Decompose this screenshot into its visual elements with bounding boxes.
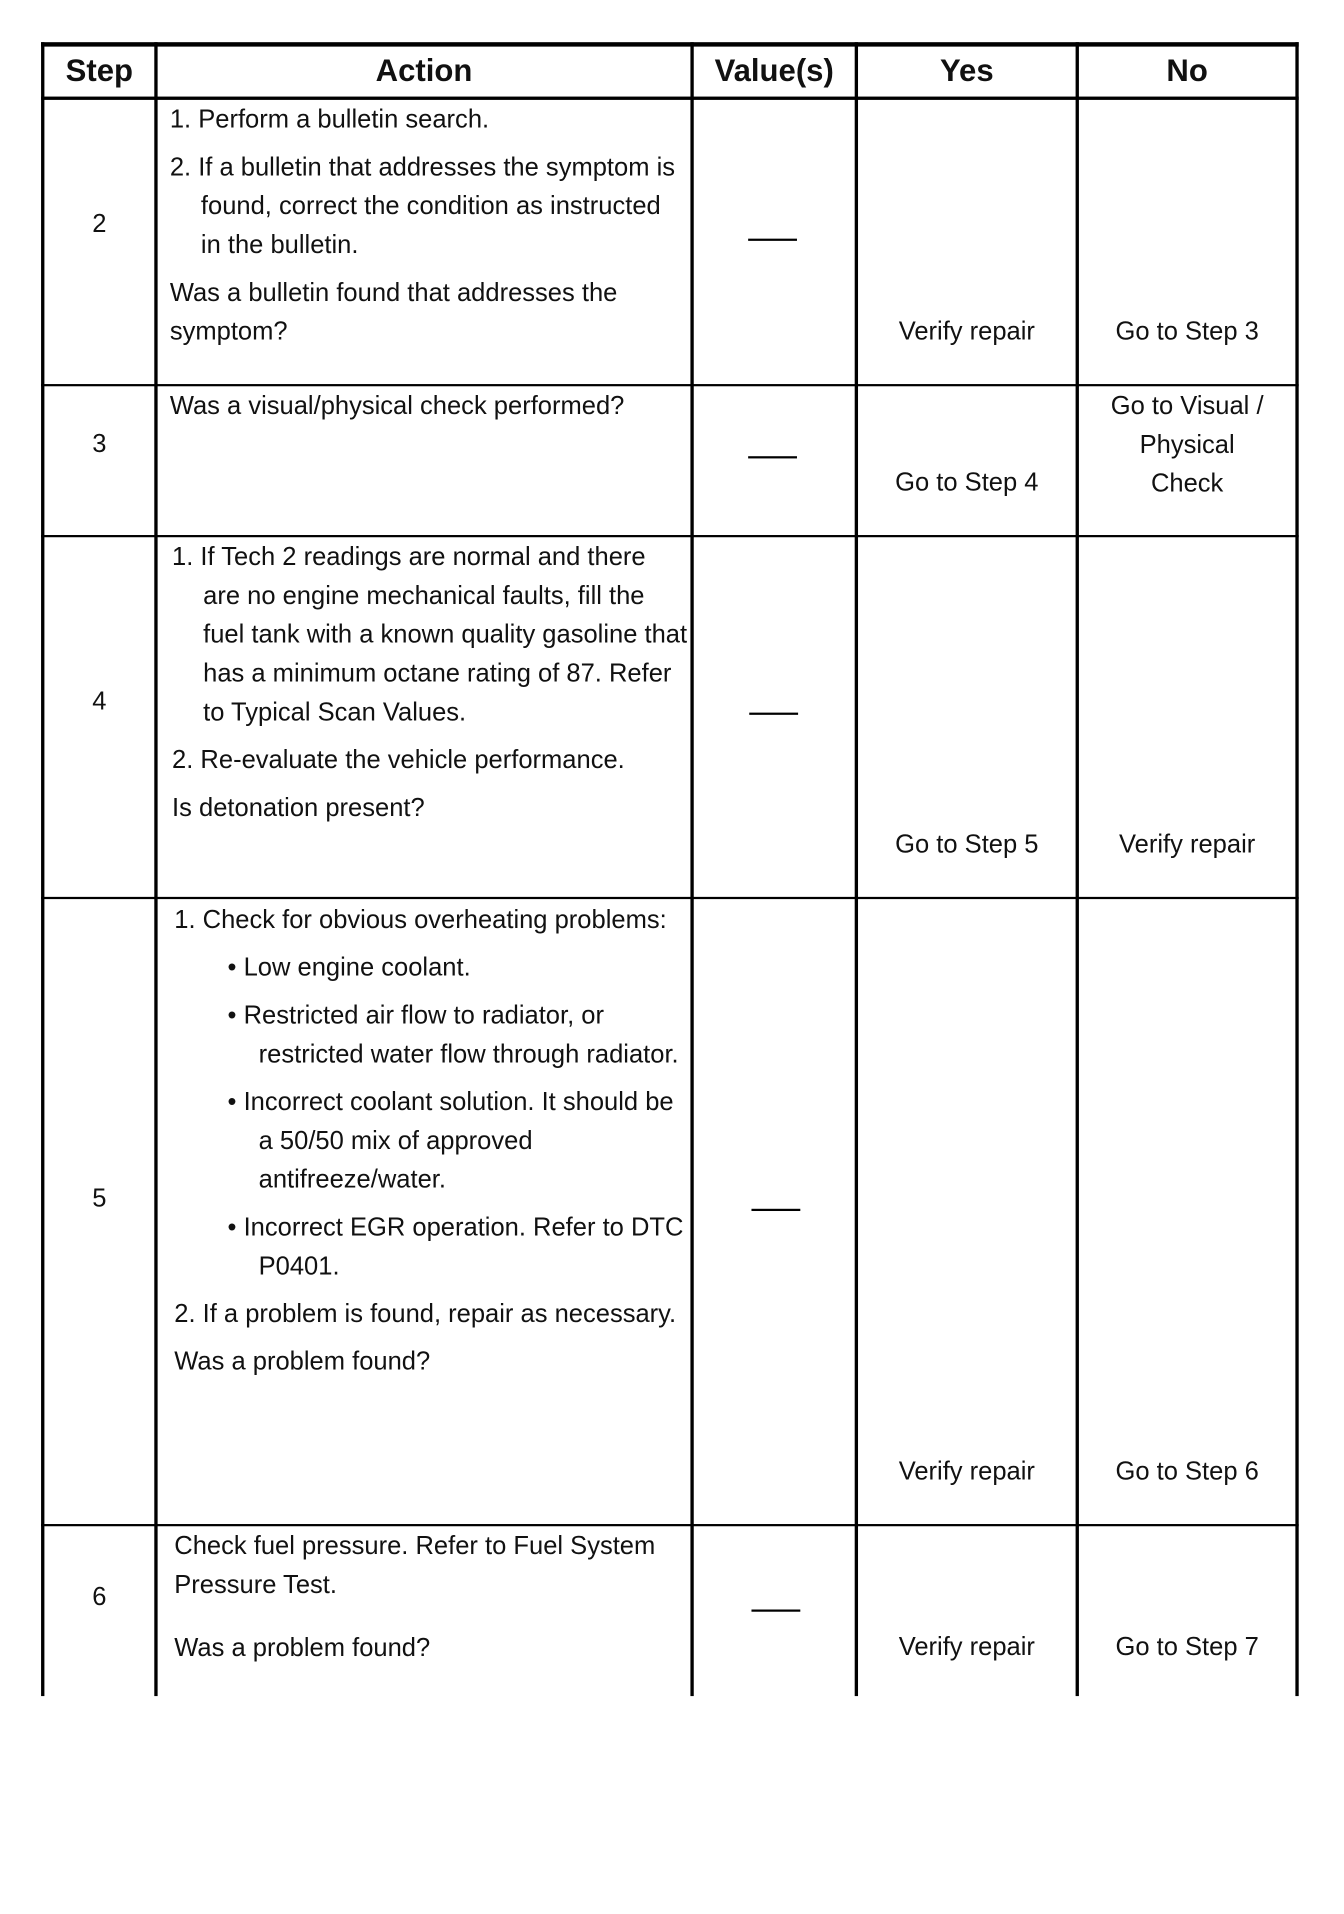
action-question: Was a visual/physical check performed? xyxy=(169,390,625,420)
header-values: Value(s) xyxy=(714,53,834,88)
header-yes: Yes xyxy=(940,53,994,88)
yes-result: Verify repair xyxy=(898,1631,1035,1661)
action-line: 2. Re-evaluate the vehicle performance. xyxy=(172,744,625,774)
value-dash xyxy=(751,1209,800,1211)
action-line: 1. If Tech 2 readings are normal and there are no engine mechanical faults, fill the fuel tank with a known quality gasoline that has a minimum octane rating of 87. Refer to Typical Scan Values. xyxy=(172,541,688,726)
action-question: Is detonation present? xyxy=(172,792,425,822)
yes-result: Verify repair xyxy=(898,316,1035,346)
yes-result: Verify repair xyxy=(898,1456,1035,1486)
step-number: 3 xyxy=(92,428,107,458)
action-question: Was a problem found? xyxy=(174,1632,431,1662)
action-bullet: • Low engine coolant. xyxy=(227,952,471,982)
action-question: Was a bulletin found that addresses the symptom? xyxy=(169,277,618,346)
action-bullet: • Incorrect EGR operation. Refer to DTC P0401. xyxy=(227,1212,684,1280)
value-dash xyxy=(748,456,797,458)
value-dash xyxy=(748,239,797,241)
row-divider xyxy=(41,897,1299,899)
action-bullet: • Restricted air flow to radiator, or restricted water flow through radiator. xyxy=(227,1000,679,1068)
action-cell xyxy=(170,100,681,351)
col-border-step-action xyxy=(154,42,157,1696)
value-dash xyxy=(751,1610,800,1612)
yes-result: Go to Step 5 xyxy=(895,829,1039,859)
no-result: Go to Step 3 xyxy=(1115,316,1259,346)
col-border-value-yes xyxy=(855,42,858,1696)
col-border-yes-no xyxy=(1076,42,1079,1696)
col-border-right xyxy=(1295,42,1298,1696)
header-step: Step xyxy=(65,53,134,88)
step-number: 6 xyxy=(92,1581,107,1611)
action-line: 1. Check for obvious overheating problems: xyxy=(174,904,667,934)
no-result: Verify repair xyxy=(1119,829,1256,859)
action-cell xyxy=(174,900,687,1381)
header-no: No xyxy=(1166,53,1208,88)
action-line: 2. If a problem is found, repair as necessary. xyxy=(174,1298,677,1328)
step-number: 2 xyxy=(92,208,107,238)
action-cell xyxy=(174,1526,687,1667)
no-result: Go to Visual / Physical Check xyxy=(1110,390,1264,498)
step-number: 5 xyxy=(92,1183,107,1213)
action-cell xyxy=(172,537,687,827)
action-line: 1. Perform a bulletin search. xyxy=(169,104,490,134)
header-action: Action xyxy=(375,53,473,88)
col-border-action-value xyxy=(690,42,693,1696)
col-border-left xyxy=(41,42,44,1696)
action-question: Was a problem found? xyxy=(174,1346,431,1376)
yes-result: Go to Step 4 xyxy=(895,467,1039,497)
action-bullet: • Incorrect coolant solution. It should be a 50/50 mix of approved antifreeze/water. xyxy=(227,1086,674,1194)
action-line: Check fuel pressure. Refer to Fuel System Pressure Test. xyxy=(174,1530,656,1599)
action-line: 2. If a bulletin that addresses the symptom is found, correct the condition as instructed in the bulletin. xyxy=(169,152,676,259)
step-number: 4 xyxy=(92,685,107,715)
value-dash xyxy=(749,713,798,715)
no-result: Go to Step 7 xyxy=(1115,1631,1259,1661)
no-result: Go to Step 6 xyxy=(1115,1456,1259,1486)
action-cell xyxy=(170,386,681,425)
